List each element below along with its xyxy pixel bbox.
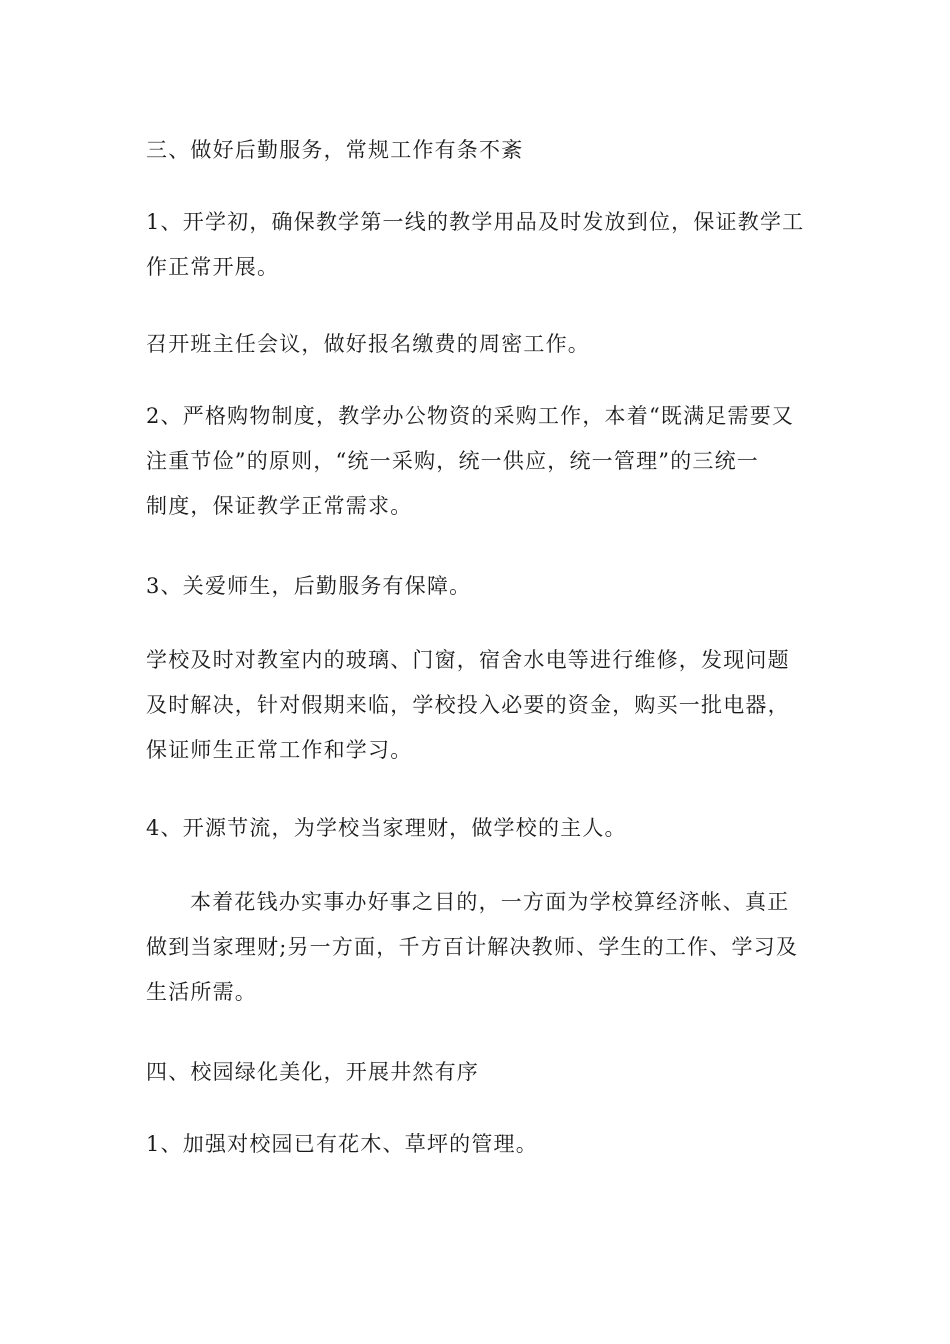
section-heading-4 [146,1050,816,1095]
text-line: 召开班主任会议，做好报名缴费的周密工作。 [146,332,590,356]
paragraph-item-2 [146,394,816,529]
text-line: 制度，保证教学正常需求。 [146,494,413,518]
section-heading-3 [146,128,816,173]
paragraph-greening-1 [146,1122,816,1167]
text-line: 及时解决，针对假期来临，学校投入必要的资金，购买一批电器， [146,693,790,717]
text-line: 做到当家理财;另一方面，千方百计解决教师、学生的工作、学习及 [146,935,799,959]
text-line: 保证师生正常工作和学习。 [146,738,413,762]
text-line: 三、做好后勤服务，常规工作有条不紊 [146,138,524,162]
paragraph-maintenance [146,638,816,773]
text-line: 注重节俭”的原则，“统一采购，统一供应，统一管理”的三统一 [146,449,760,473]
text-line: 4、开源节流，为学校当家理财，做学校的主人。 [146,816,627,840]
text-line: 2、严格购物制度，教学办公物资的采购工作，本着“既满足需要又 [146,404,795,428]
paragraph-item-1 [146,200,816,290]
text-line: 生活所需。 [146,980,257,1004]
text-line: 作正常开展。 [146,255,280,279]
text-line: 1、加强对校园已有花木、草坪的管理。 [146,1132,538,1156]
paragraph-meeting [146,322,816,367]
paragraph-item-4 [146,806,816,851]
text-line: 四、校园绿化美化，开展井然有序 [146,1060,479,1084]
text-line: 学校及时对教室内的玻璃、门窗，宿舍水电等进行维修，发现问题 [146,648,790,672]
paragraph-item-3 [146,564,816,609]
text-line: 1、开学初，确保教学第一线的教学用品及时发放到位，保证教学工 [146,210,805,234]
paragraph-frugality [146,880,816,1015]
text-line: 3、关爱师生，后勤服务有保障。 [146,574,472,598]
text-line: 本着花钱办实事办好事之目的，一方面为学校算经济帐、真正 [190,890,790,914]
